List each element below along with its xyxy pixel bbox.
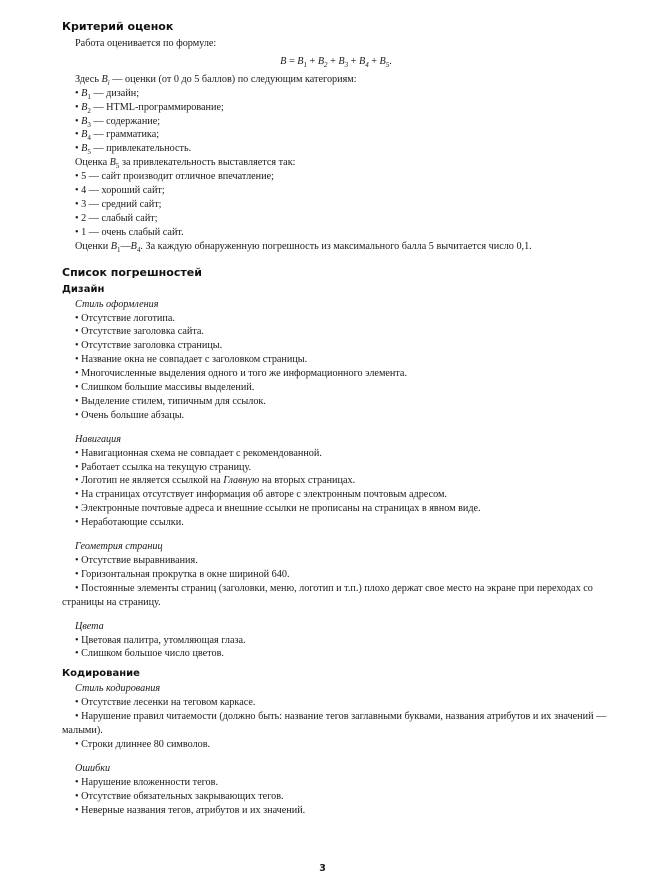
list-item: • Название окна не совпадает с заголовком страницы. [75, 353, 610, 367]
list-item: • $B_2$ — HTML-программирование; [75, 101, 610, 115]
list-item: • Логотип не является ссылкой на Главную на вторых страницах. [75, 474, 610, 488]
design-style-block [62, 298, 610, 423]
colors-block [62, 620, 610, 662]
design-heading: Дизайн [62, 283, 105, 295]
list-item: • Отсутствие заголовка сайта. [75, 325, 610, 339]
subsection-title: Стиль кодирования [75, 683, 161, 695]
criteria-intro: Работа оценивается по формуле: [75, 38, 217, 49]
list-item: • 4 — хороший сайт; [75, 184, 610, 198]
list-item: • Нарушение вложенности тегов. [75, 776, 610, 790]
list-item: • Слишком большое число цветов. [75, 647, 610, 661]
criteria-heading: Критерий оценок [62, 20, 174, 33]
mistakes-list [62, 776, 610, 818]
list-item: • Работает ссылка на текущую страницу. [75, 461, 610, 475]
list-item: • Отсутствие обязательных закрывающих тегов. [75, 790, 610, 804]
list-item: • 5 — сайт производит отличное впечатление; [75, 170, 610, 184]
mistakes-block [62, 762, 610, 818]
list-item: • Неработающие ссылки. [75, 516, 610, 530]
list-item: • Неверные названия тегов, атрибутов и их значений. [75, 804, 610, 818]
coding-style-list [62, 696, 610, 710]
subsection-title: Навигация [75, 433, 121, 445]
list-item: • 2 — слабый сайт; [75, 212, 610, 226]
page-number: 3 [319, 863, 326, 874]
coding-heading: Кодирование [62, 668, 140, 680]
list-item: • $B_4$ — грамматика; [75, 128, 610, 142]
criteria-here: Здесь $B_i$ — оценки (от 0 до 5 баллов) по следующим категориям: [75, 73, 357, 87]
list-item: • Навигационная схема не совпадает с рекомендованной. [75, 447, 610, 461]
list-item: • Отсутствие заголовка страницы. [75, 339, 610, 353]
category-list [62, 87, 610, 157]
errors-heading: Список погрешностей [62, 265, 202, 279]
list-item: • Выделение стилем, типичным для ссылок. [75, 395, 610, 409]
final-text: Оценки $B_1—B_4$. За каждую обнаруженную погрешность из максимального балла 5 вычитается число 0,1. [75, 240, 532, 254]
list-item: • Нарушение правил читаемости (должно быть: название тегов заглавными буквами, названия атрибутов и их значений — малыми). [62, 711, 607, 737]
geometry-list [62, 554, 610, 582]
attract-text: Оценка $B_5$ за привлекательность выставляется так: [75, 157, 296, 171]
list-item: • Электронные почтовые адреса и внешние ссылки не прописаны на страницах в явном виде. [75, 502, 610, 516]
list-item: • Постоянные элементы страниц (заголовки, меню, логотип и т.п.) плохо держат свое место на экране при переходах со страницы на страницу. [62, 582, 593, 608]
list-item: • Очень большие абзацы. [75, 409, 610, 423]
document-page [62, 20, 610, 824]
coding-style-block [62, 682, 610, 752]
list-item: • Многочисленные выделения одного и того же информационного элемента. [75, 367, 610, 381]
list-item: • Отсутствие выравнивания. [75, 554, 610, 568]
navigation-block [62, 433, 610, 530]
list-item: • $B_1$ — дизайн; [75, 87, 610, 101]
list-item: • Цветовая палитра, утомляющая глаза. [75, 634, 610, 648]
list-item: • На страницах отсутствует информация об авторе с электронным почтовым адресом. [75, 488, 610, 502]
list-item: • Отсутствие лесенки на теговом каркасе. [75, 696, 610, 710]
list-item: • 3 — средний сайт; [75, 198, 610, 212]
list-item: • $B_5$ — привлекательность. [75, 142, 610, 156]
formula: $B = B_1 + B_2 + B_3 + B_4 + B_5$. [280, 55, 392, 69]
list-item: • 1 — очень слабый сайт. [75, 226, 610, 240]
navigation-list [62, 447, 610, 530]
list-item: • Отсутствие логотипа. [75, 312, 610, 326]
list-item: • Слишком большие массивы выделений. [75, 381, 610, 395]
subsection-title: Цвета [75, 620, 104, 632]
design-style-list [62, 312, 610, 423]
scale-list [62, 170, 610, 240]
colors-list [62, 634, 610, 662]
list-item: • Горизонтальная прокрутка в окне шириной 640. [75, 568, 610, 582]
list-item: • Строки длиннее 80 символов. [75, 738, 610, 752]
list-item: • $B_3$ — содержание; [75, 115, 610, 129]
subsection-title: Ошибки [75, 762, 111, 774]
subsection-title: Стиль оформления [75, 298, 159, 310]
subsection-title: Геометрия страниц [75, 541, 163, 553]
geometry-block [62, 540, 610, 610]
